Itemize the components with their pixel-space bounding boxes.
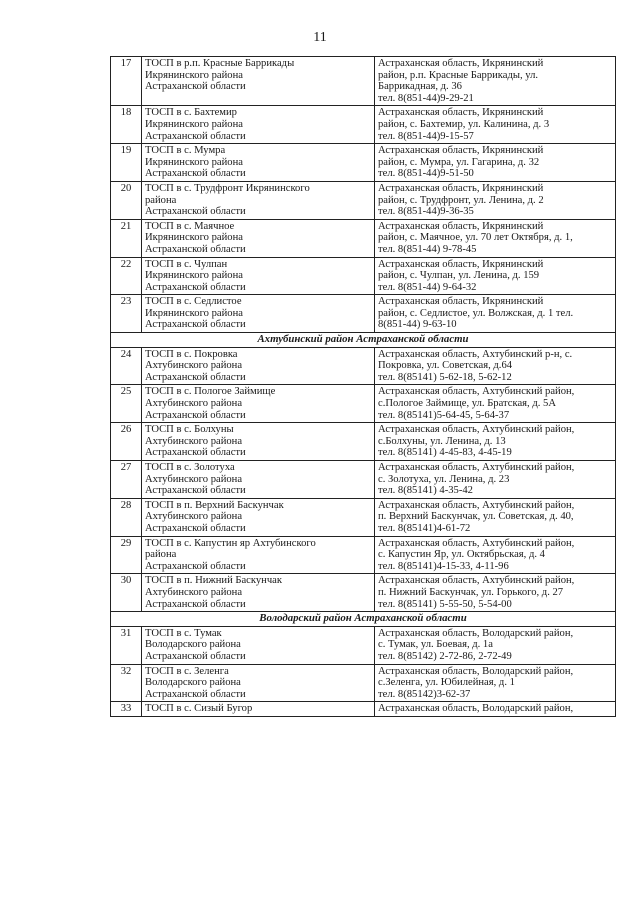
address-line: Астраханская область, Ахтубинский район, bbox=[378, 537, 575, 549]
office-name-line: Икрянинского района bbox=[145, 156, 243, 168]
office-name-line: ТОСП в с. Чулпан bbox=[145, 258, 228, 270]
office-name-cell bbox=[142, 219, 375, 257]
row-number: 28 bbox=[111, 498, 142, 536]
office-name-line: Астраханской области bbox=[145, 447, 246, 459]
office-name-line: Астраханской области bbox=[145, 409, 246, 421]
office-name-line: Володарского района bbox=[145, 677, 241, 689]
address-line: Астраханская область, Икрянинский bbox=[378, 58, 544, 69]
address-line: район, с. Бахтемир, ул. Калинина, д. 3 bbox=[378, 118, 550, 130]
address-line: Астраханская область, Икрянинский bbox=[378, 296, 544, 308]
row-number: 31 bbox=[111, 626, 142, 664]
address-cell bbox=[375, 347, 616, 385]
office-name-line: Икрянинского района bbox=[145, 118, 243, 130]
address-line: Астраханская область, Володарский район, bbox=[378, 665, 574, 677]
address-line: Баррикадная, д. 36 bbox=[378, 81, 462, 93]
office-name-line: Астраханской области bbox=[145, 560, 246, 572]
address-line: Астраханская область, Икрянинский bbox=[378, 182, 544, 194]
section-heading: Володарский район Астраханской области bbox=[111, 612, 616, 627]
office-name-line: Ахтубинского района bbox=[145, 511, 243, 523]
section-row bbox=[111, 333, 616, 348]
office-name-line: Астраханской области bbox=[145, 650, 246, 662]
table-row bbox=[111, 347, 616, 385]
office-name-cell bbox=[142, 257, 375, 295]
office-name-cell bbox=[142, 144, 375, 182]
office-name-line: Ахтубинского района bbox=[145, 586, 243, 598]
office-name-line: Астраханской области bbox=[145, 522, 246, 534]
address-line: Астраханская область, Володарский район, bbox=[378, 703, 574, 715]
table-row bbox=[111, 385, 616, 423]
office-name-cell bbox=[142, 423, 375, 461]
address-line: Астраханская область, Икрянинский bbox=[378, 258, 544, 270]
address-cell bbox=[375, 295, 616, 333]
office-name-line: Икрянинского района bbox=[145, 270, 243, 282]
address-line: тел. 8(85141)4-15-33, 4-11-96 bbox=[378, 560, 509, 572]
row-number: 32 bbox=[111, 664, 142, 702]
address-cell bbox=[375, 536, 616, 574]
office-name-line: Астраханской области bbox=[145, 168, 246, 180]
office-name-cell bbox=[142, 536, 375, 574]
address-line: с.Болхуны, ул. Ленина, д. 13 bbox=[378, 435, 506, 447]
address-line: Астраханская область, Ахтубинский район, bbox=[378, 462, 575, 473]
address-cell bbox=[375, 702, 616, 717]
table-row bbox=[111, 702, 616, 717]
address-line: тел. 8(851-44)9-15-57 bbox=[378, 130, 474, 142]
address-line: п. Верхний Баскунчак, ул. Советская, д. 40, bbox=[378, 511, 574, 523]
table-row bbox=[111, 295, 616, 333]
address-line: Астраханская область, Ахтубинский район, bbox=[378, 386, 575, 398]
office-name-line: ТОСП в с. Маячное bbox=[145, 220, 235, 232]
address-line: Астраханская область, Икрянинский bbox=[378, 107, 544, 119]
office-name-cell bbox=[142, 385, 375, 423]
office-name-line: ТОСП в р.п. Красные Баррикады bbox=[145, 58, 295, 69]
office-name-line: Астраханской области bbox=[145, 319, 246, 331]
office-name-line: Ахтубинского района bbox=[145, 473, 243, 485]
row-number: 22 bbox=[111, 257, 142, 295]
table-row bbox=[111, 257, 616, 295]
address-line: тел. 8(85141)5-64-45, 5-64-37 bbox=[378, 409, 510, 421]
address-line: Астраханская область, Володарский район, bbox=[378, 627, 574, 639]
row-number: 21 bbox=[111, 219, 142, 257]
address-cell bbox=[375, 257, 616, 295]
address-line: Астраханская область, Икрянинский bbox=[378, 145, 544, 157]
address-line: тел. 8(85141)4-61-72 bbox=[378, 522, 471, 534]
address-line: тел. 8(851-44)9-51-50 bbox=[378, 168, 474, 180]
office-name-line: Астраханской области bbox=[145, 81, 246, 93]
office-name-line: района bbox=[145, 194, 177, 206]
address-cell bbox=[375, 219, 616, 257]
table-row bbox=[111, 57, 616, 106]
office-name-line: Ахтубинского района bbox=[145, 360, 243, 372]
table-row bbox=[111, 498, 616, 536]
address-line: с.Пологое Займище, ул. Братская, д. 5А bbox=[378, 398, 556, 410]
address-line: район, с. Трудфронт, ул. Ленина, д. 2 bbox=[378, 194, 544, 206]
office-name-line: Астраханской области bbox=[145, 485, 246, 497]
address-line: тел. 8(851-44) 9-78-45 bbox=[378, 243, 477, 255]
office-name-line: ТОСП в с. Покровка bbox=[145, 348, 238, 360]
address-line: с. Золотуха, ул. Ленина, д. 23 bbox=[378, 473, 510, 485]
row-number: 17 bbox=[111, 57, 142, 106]
office-table bbox=[110, 56, 616, 717]
office-name-line: Ахтубинского района bbox=[145, 435, 243, 447]
office-name-line: ТОСП в п. Верхний Баскунчак bbox=[145, 499, 284, 511]
office-name-line: ТОСП в с. Зеленга bbox=[145, 665, 229, 677]
row-number: 27 bbox=[111, 461, 142, 499]
row-number: 26 bbox=[111, 423, 142, 461]
address-line: тел. 8(851-44)9-29-21 bbox=[378, 92, 474, 104]
office-name-line: Володарского района bbox=[145, 639, 241, 651]
table-row bbox=[111, 106, 616, 144]
table-row bbox=[111, 144, 616, 182]
address-cell bbox=[375, 498, 616, 536]
office-name-line: района bbox=[145, 549, 177, 561]
address-line: Астраханская область, Икрянинский bbox=[378, 220, 544, 232]
office-name-line: Ахтубинского района bbox=[145, 398, 243, 410]
address-line: Астраханская область, Ахтубинский р-н, с. bbox=[378, 348, 573, 360]
office-name-line: ТОСП в п. Нижний Баскунчак bbox=[145, 575, 283, 587]
office-name-cell bbox=[142, 498, 375, 536]
table-row bbox=[111, 664, 616, 702]
office-name-line: ТОСП в с. Мумра bbox=[145, 145, 226, 157]
office-name-line: Астраханской области bbox=[145, 281, 246, 293]
office-name-cell bbox=[142, 702, 375, 717]
row-number: 33 bbox=[111, 702, 142, 717]
row-number: 23 bbox=[111, 295, 142, 333]
row-number: 30 bbox=[111, 574, 142, 612]
address-line: район, с. Маячное, ул. 70 лет Октября, д. 1, bbox=[378, 232, 573, 244]
address-cell bbox=[375, 385, 616, 423]
office-name-line: ТОСП в с. Бахтемир bbox=[145, 107, 237, 119]
office-name-line: ТОСП в с. Сизый Бугор bbox=[145, 703, 253, 715]
office-name-line: Астраханской области bbox=[145, 130, 246, 142]
office-name-line: ТОСП в с. Золотуха bbox=[145, 462, 235, 473]
table-row bbox=[111, 219, 616, 257]
row-number: 18 bbox=[111, 106, 142, 144]
address-cell bbox=[375, 626, 616, 664]
address-cell bbox=[375, 664, 616, 702]
table-row bbox=[111, 461, 616, 499]
address-line: тел. 8(85142) 2-72-86, 2-72-49 bbox=[378, 650, 512, 662]
address-line: Астраханская область, Ахтубинский район, bbox=[378, 575, 575, 587]
address-line: Покровка, ул. Советская, д.64 bbox=[378, 360, 513, 372]
office-name-line: Астраханской области bbox=[145, 206, 246, 218]
office-name-line: Икрянинского района bbox=[145, 232, 243, 244]
office-name-line: ТОСП в с. Болхуны bbox=[145, 424, 234, 436]
office-name-line: ТОСП в с. Седлистое bbox=[145, 296, 242, 308]
office-name-cell bbox=[142, 181, 375, 219]
address-line: тел. 8(85141) 4-35-42 bbox=[378, 485, 473, 497]
address-line: Астраханская область, Ахтубинский район, bbox=[378, 499, 575, 511]
address-line: с. Капустин Яр, ул. Октябрьская, д. 4 bbox=[378, 549, 545, 561]
office-name-line: ТОСП в с. Тумак bbox=[145, 627, 222, 639]
row-number: 24 bbox=[111, 347, 142, 385]
address-line: п. Нижний Баскунчак, ул. Горького, д. 27 bbox=[378, 586, 564, 598]
office-name-line: Астраханской области bbox=[145, 688, 246, 700]
address-cell bbox=[375, 423, 616, 461]
section-heading: Ахтубинский район Астраханской области bbox=[111, 333, 616, 348]
office-name-line: Икрянинского района bbox=[145, 69, 243, 81]
address-line: с. Тумак, ул. Боевая, д. 1а bbox=[378, 639, 493, 651]
table-row bbox=[111, 574, 616, 612]
office-name-line: ТОСП в с. Капустин яр Ахтубинского bbox=[145, 537, 316, 549]
table-row bbox=[111, 536, 616, 574]
office-name-cell bbox=[142, 57, 375, 106]
office-name-cell bbox=[142, 461, 375, 499]
table-row bbox=[111, 181, 616, 219]
address-line: район, р.п. Красные Баррикады, ул. bbox=[378, 69, 539, 81]
office-table-body bbox=[111, 57, 616, 717]
office-name-cell bbox=[142, 574, 375, 612]
address-line: тел. 8(851-44) 9-64-32 bbox=[378, 281, 477, 293]
address-line: район, с. Чулпан, ул. Ленина, д. 159 bbox=[378, 270, 540, 282]
office-name-line: Астраханской области bbox=[145, 371, 246, 383]
row-number: 25 bbox=[111, 385, 142, 423]
address-line: район, с. Мумра, ул. Гагарина, д. 32 bbox=[378, 156, 540, 168]
address-line: тел. 8(85142)3-62-37 bbox=[378, 688, 471, 700]
office-name-cell bbox=[142, 626, 375, 664]
office-name-cell bbox=[142, 295, 375, 333]
address-line: тел. 8(85141) 5-55-50, 5-54-00 bbox=[378, 598, 512, 610]
table-row bbox=[111, 423, 616, 461]
address-line: 8(851-44) 9-63-10 bbox=[378, 319, 457, 331]
address-line: тел. 8(85141) 4-45-83, 4-45-19 bbox=[378, 447, 512, 459]
office-name-cell bbox=[142, 106, 375, 144]
address-line: тел. 8(851-44)9-36-35 bbox=[378, 206, 474, 218]
office-name-line: ТОСП в с. Пологое Займище bbox=[145, 386, 276, 398]
row-number: 20 bbox=[111, 181, 142, 219]
address-cell bbox=[375, 57, 616, 106]
address-cell bbox=[375, 144, 616, 182]
address-line: тел. 8(85141) 5-62-18, 5-62-12 bbox=[378, 371, 512, 383]
office-name-line: ТОСП в с. Трудфронт Икрянинского bbox=[145, 182, 310, 194]
address-cell bbox=[375, 574, 616, 612]
office-name-cell bbox=[142, 347, 375, 385]
address-line: район, с. Седлистое, ул. Волжская, д. 1 тел. bbox=[378, 307, 574, 319]
section-row bbox=[111, 612, 616, 627]
office-name-line: Икрянинского района bbox=[145, 307, 243, 319]
address-cell bbox=[375, 461, 616, 499]
row-number: 19 bbox=[111, 144, 142, 182]
address-line: с.Зеленга, ул. Юбилейная, д. 1 bbox=[378, 677, 515, 689]
address-line: Астраханская область, Ахтубинский район, bbox=[378, 424, 575, 436]
office-name-line: Астраханской области bbox=[145, 243, 246, 255]
row-number: 29 bbox=[111, 536, 142, 574]
office-name-cell bbox=[142, 664, 375, 702]
office-name-line: Астраханской области bbox=[145, 598, 246, 610]
address-cell bbox=[375, 106, 616, 144]
page-number: 11 bbox=[313, 30, 327, 45]
table-row bbox=[111, 626, 616, 664]
address-cell bbox=[375, 181, 616, 219]
